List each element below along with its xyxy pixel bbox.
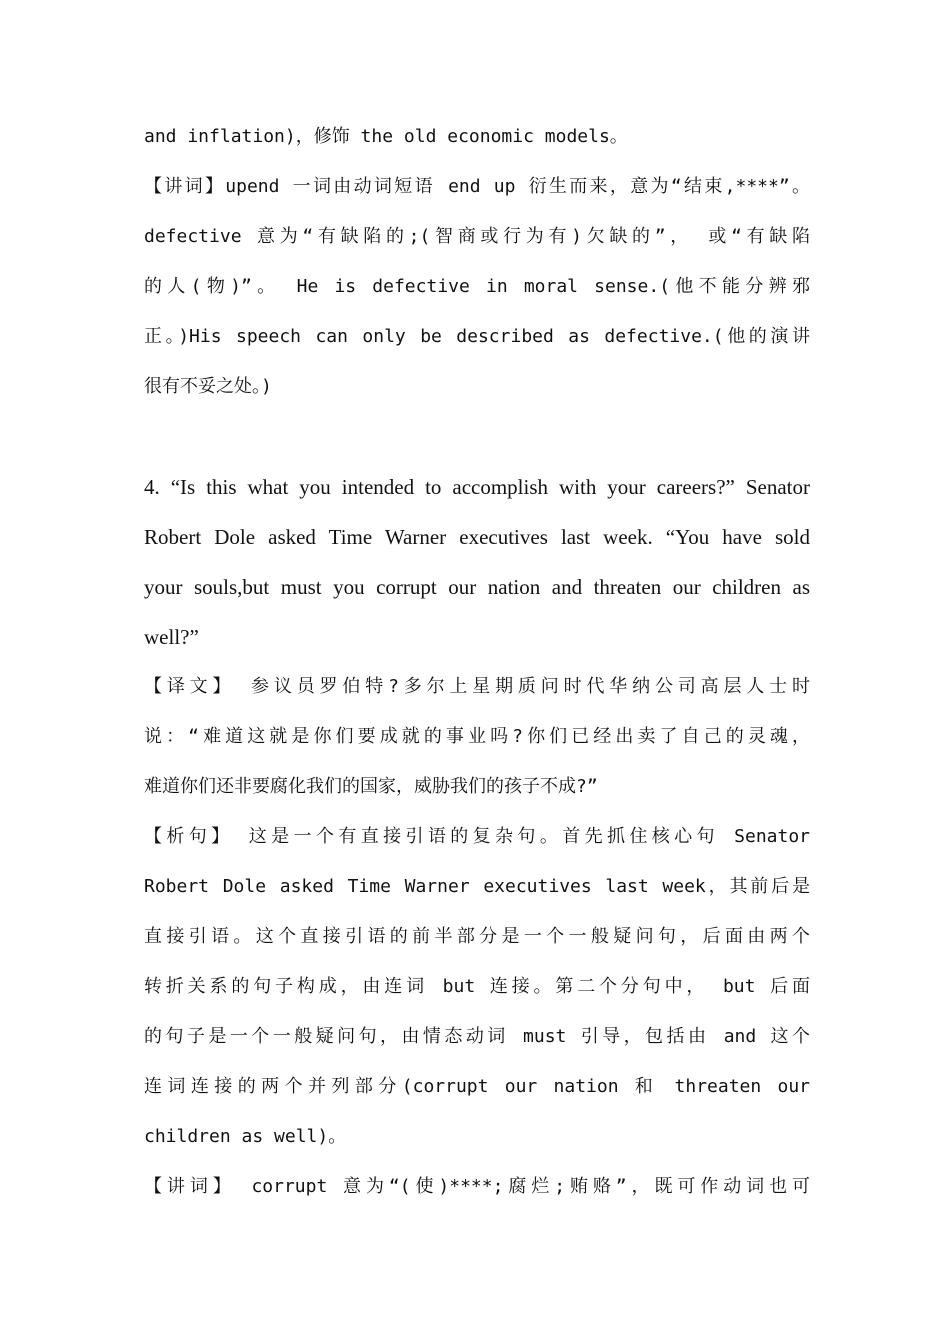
translation-line: 【译文】 参议员罗伯特?多尔上星期质问时代华纳公司高层人士时 <box>144 676 810 697</box>
translation-line: 难道你们还非要腐化我们的国家，威胁我们的孩子不成?” <box>144 776 598 797</box>
vocab-line: 【讲词】 corrupt 意为“(使)****;腐烂;贿赂”，既可作动词也可 <box>144 1176 810 1197</box>
text-line: defective 意为“有缺陷的;(智商或行为有)欠缺的”， 或“有缺陷 <box>144 226 810 247</box>
analysis-line: children as well)。 <box>144 1126 347 1147</box>
text-line: 的人(物)”。 He is defective in moral sense.(他不能分辨邪 <box>144 276 810 297</box>
text-line: and inflation)，修饰 the old economic models。 <box>144 126 628 147</box>
english-passage-line: your souls,but must you corrupt our nation and threaten our children as <box>144 575 810 599</box>
analysis-line: 【析句】 这是一个有直接引语的复杂句。首先抓住核心句 Senator <box>144 826 810 847</box>
analysis-line: 直接引语。这个直接引语的前半部分是一个一般疑问句，后面由两个 <box>144 926 810 947</box>
english-passage-line: Robert Dole asked Time Warner executives last week. “You have sold <box>144 525 810 549</box>
analysis-line: 连词连接的两个并列部分(corrupt our nation 和 threaten our <box>144 1076 810 1097</box>
text-line: 很有不妥之处。) <box>144 376 272 397</box>
text-line: 正。)His speech can only be described as defective.(他的演讲 <box>144 326 810 347</box>
text-line: 【讲词】upend 一词由动词短语 end up 衍生而来，意为“结束,****”。 <box>144 176 810 197</box>
analysis-line: Robert Dole asked Time Warner executives last week，其前后是 <box>144 876 810 897</box>
document-page <box>144 112 810 1212</box>
translation-line: 说：“难道这就是你们要成就的事业吗?你们已经出卖了自己的灵魂， <box>144 726 810 747</box>
paragraph-gap <box>144 412 810 462</box>
analysis-line: 转折关系的句子构成，由连词 but 连接。第二个分句中， but 后面 <box>144 976 810 997</box>
english-passage-line: well?” <box>144 625 199 649</box>
english-passage-line: 4. “Is this what you intended to accomplish with your careers?” Senator <box>144 475 810 499</box>
analysis-line: 的句子是一个一般疑问句，由情态动词 must 引导，包括由 and 这个 <box>144 1026 810 1047</box>
